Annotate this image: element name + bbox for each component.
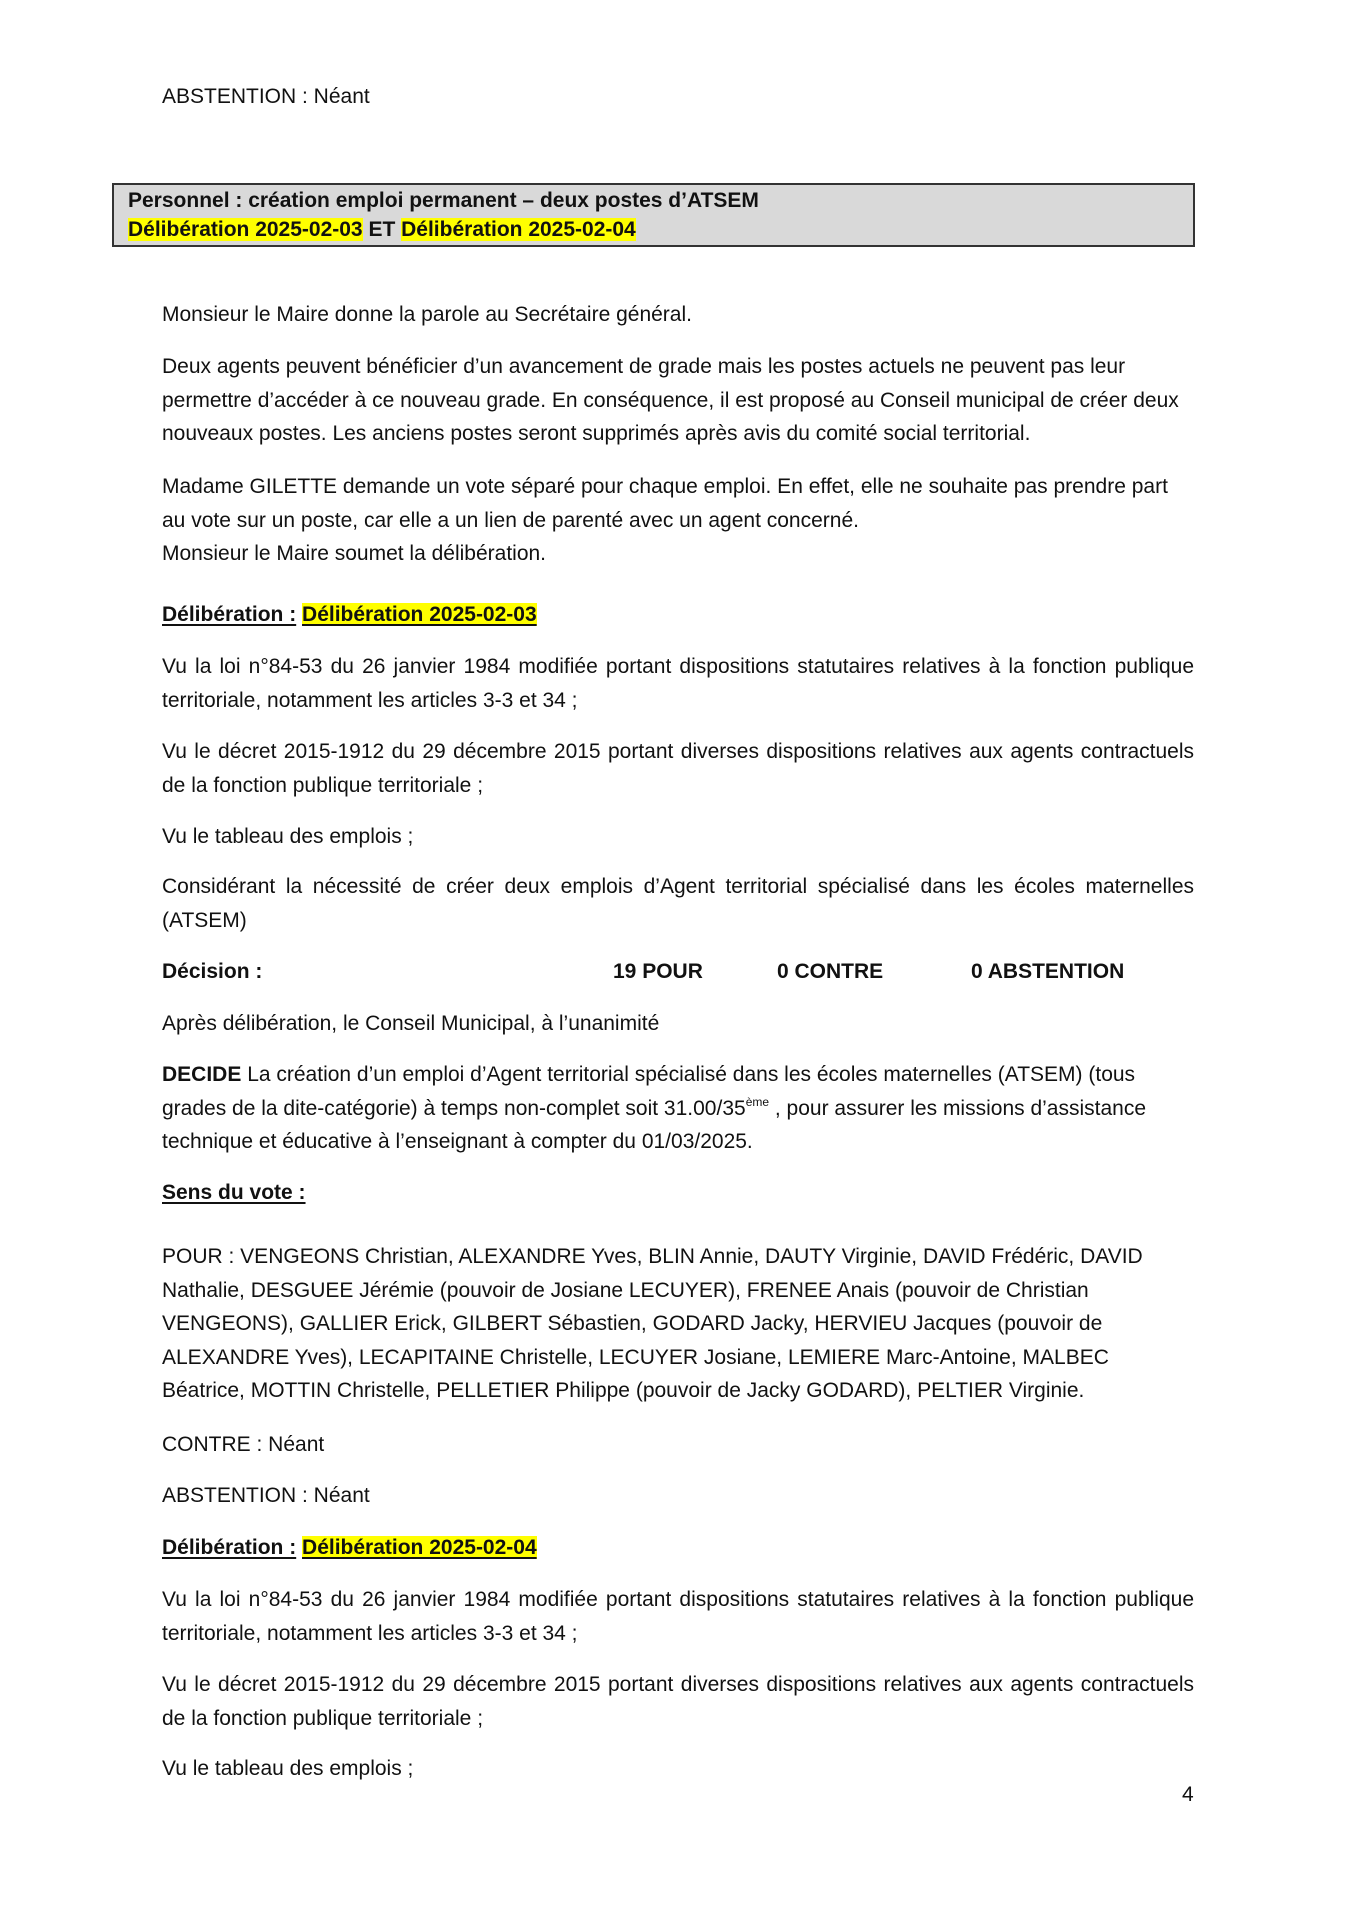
decision-vote-row bbox=[0, 955, 1357, 989]
decide-text-continued: , pour assurer les missions d’assistance technique et éducative à l’enseignant à compter du 01/03/2025. bbox=[162, 1096, 1147, 1153]
previous-abstention-line: ABSTENTION : Néant bbox=[162, 85, 370, 108]
vu-tableau-paragraph: Vu le tableau des emplois ; bbox=[162, 825, 414, 848]
deliberation-heading bbox=[162, 598, 1194, 632]
vu-loi-paragraph: Vu la loi n°84-53 du 26 janvier 1984 modifiée portant dispositions statutaires relatives à la fonction publique territoriale, notamment les articles 3-3 et 34 ; bbox=[162, 1588, 1194, 1645]
deliberation-label: Délibération : bbox=[162, 603, 297, 626]
deliberation-ref-joiner: ET bbox=[362, 218, 402, 241]
section-title: Personnel : création emploi permanent – deux postes d’ATSEM bbox=[128, 189, 759, 212]
vu-loi-paragraph: Vu la loi n°84-53 du 26 janvier 1984 modifiée portant dispositions statutaires relatives à la fonction publique territoriale, notamment les articles 3-3 et 34 ; bbox=[162, 655, 1194, 712]
deliberation-heading bbox=[162, 1531, 1194, 1565]
vu-tableau-paragraph: Vu le tableau des emplois ; bbox=[162, 1757, 414, 1780]
vu-decret-paragraph: Vu le décret 2015-1912 du 29 décembre 2015 portant diverses dispositions relatives aux agents contractuels de la fonction publique territoriale ; bbox=[162, 740, 1194, 797]
intro-paragraph: Monsieur le Maire soumet la délibération. bbox=[162, 542, 547, 565]
page-number: 4 bbox=[1182, 1783, 1194, 1806]
decide-label: DECIDE bbox=[162, 1063, 242, 1086]
vote-contre-line: CONTRE : Néant bbox=[162, 1433, 325, 1456]
deliberation-label: Délibération : bbox=[162, 1536, 297, 1559]
deliberation-ref-highlight: Délibération 2025-02-04 bbox=[401, 218, 636, 241]
deliberation-id-highlight: Délibération 2025-02-04 bbox=[302, 1536, 537, 1559]
decide-text: La création d’un emploi d’Agent territorial spécialisé dans les écoles maternelles (ATSEM) (tous grades de la dite-catégorie) à temps non-complet soit 31.00/35 bbox=[162, 1063, 1136, 1120]
superscript-eme: ème bbox=[745, 1094, 770, 1109]
apres-deliberation-line: Après délibération, le Conseil Municipal, à l’unanimité bbox=[162, 1012, 660, 1035]
decide-paragraph bbox=[162, 1058, 1182, 1159]
vote-pour-list: POUR : VENGEONS Christian, ALEXANDRE Yves, BLIN Annie, DAUTY Virginie, DAVID Frédéric, DAVID Nathalie, DESGUEE Jérémie (pouvoir de Josiane LECUYER), FRENEE Anais (pouvoir de Christian VENGEONS), GALLIER Erick, GILBERT Sébastien, GODARD Jacky, HERVIEU Jacques (pouvoir de ALEXANDRE Yves), LECAPITAINE Christelle, LECUYER Josiane, LEMIERE Marc-Antoine, MALBEC Béatrice, MOTTIN Christelle, PELLETIER Philippe (pouvoir de Jacky GODARD), PELTIER Virginie. bbox=[162, 1245, 1143, 1402]
sens-du-vote-heading bbox=[162, 1176, 1194, 1210]
vote-abstention-line: ABSTENTION : Néant bbox=[162, 1484, 370, 1507]
considerant-paragraph: Considérant la nécessité de créer deux emplois d’Agent territorial spécialisé dans les écoles maternelles (ATSEM) bbox=[162, 875, 1194, 932]
deliberation-id-highlight: Délibération 2025-02-03 bbox=[302, 603, 537, 626]
section-deliberation-refs bbox=[128, 215, 636, 244]
section-heading-box bbox=[112, 183, 1195, 247]
decision-label: Décision : bbox=[162, 960, 263, 983]
vote-pour-count: 19 POUR bbox=[613, 960, 703, 983]
sens-du-vote-label: Sens du vote : bbox=[162, 1181, 306, 1204]
deliberation-ref-highlight: Délibération 2025-02-03 bbox=[128, 218, 363, 241]
intro-paragraph: Monsieur le Maire donne la parole au Secrétaire général. bbox=[162, 303, 692, 326]
vote-abstention-count: 0 ABSTENTION bbox=[971, 960, 1125, 983]
vu-decret-paragraph: Vu le décret 2015-1912 du 29 décembre 2015 portant diverses dispositions relatives aux agents contractuels de la fonction publique territoriale ; bbox=[162, 1673, 1194, 1730]
vote-contre-count: 0 CONTRE bbox=[777, 960, 884, 983]
intro-paragraph: Deux agents peuvent bénéficier d’un avancement de grade mais les postes actuels ne peuvent pas leur permettre d’accéder à ce nouveau grade. En conséquence, il est proposé au Conseil municipal de créer deux nouveaux postes. Les anciens postes seront supprimés après avis du comité social territorial. bbox=[162, 355, 1179, 445]
intro-paragraph: Madame GILETTE demande un vote séparé pour chaque emploi. En effet, elle ne souhaite pas prendre part au vote sur un poste, car elle a un lien de parenté avec un agent concerné. bbox=[162, 475, 1168, 532]
